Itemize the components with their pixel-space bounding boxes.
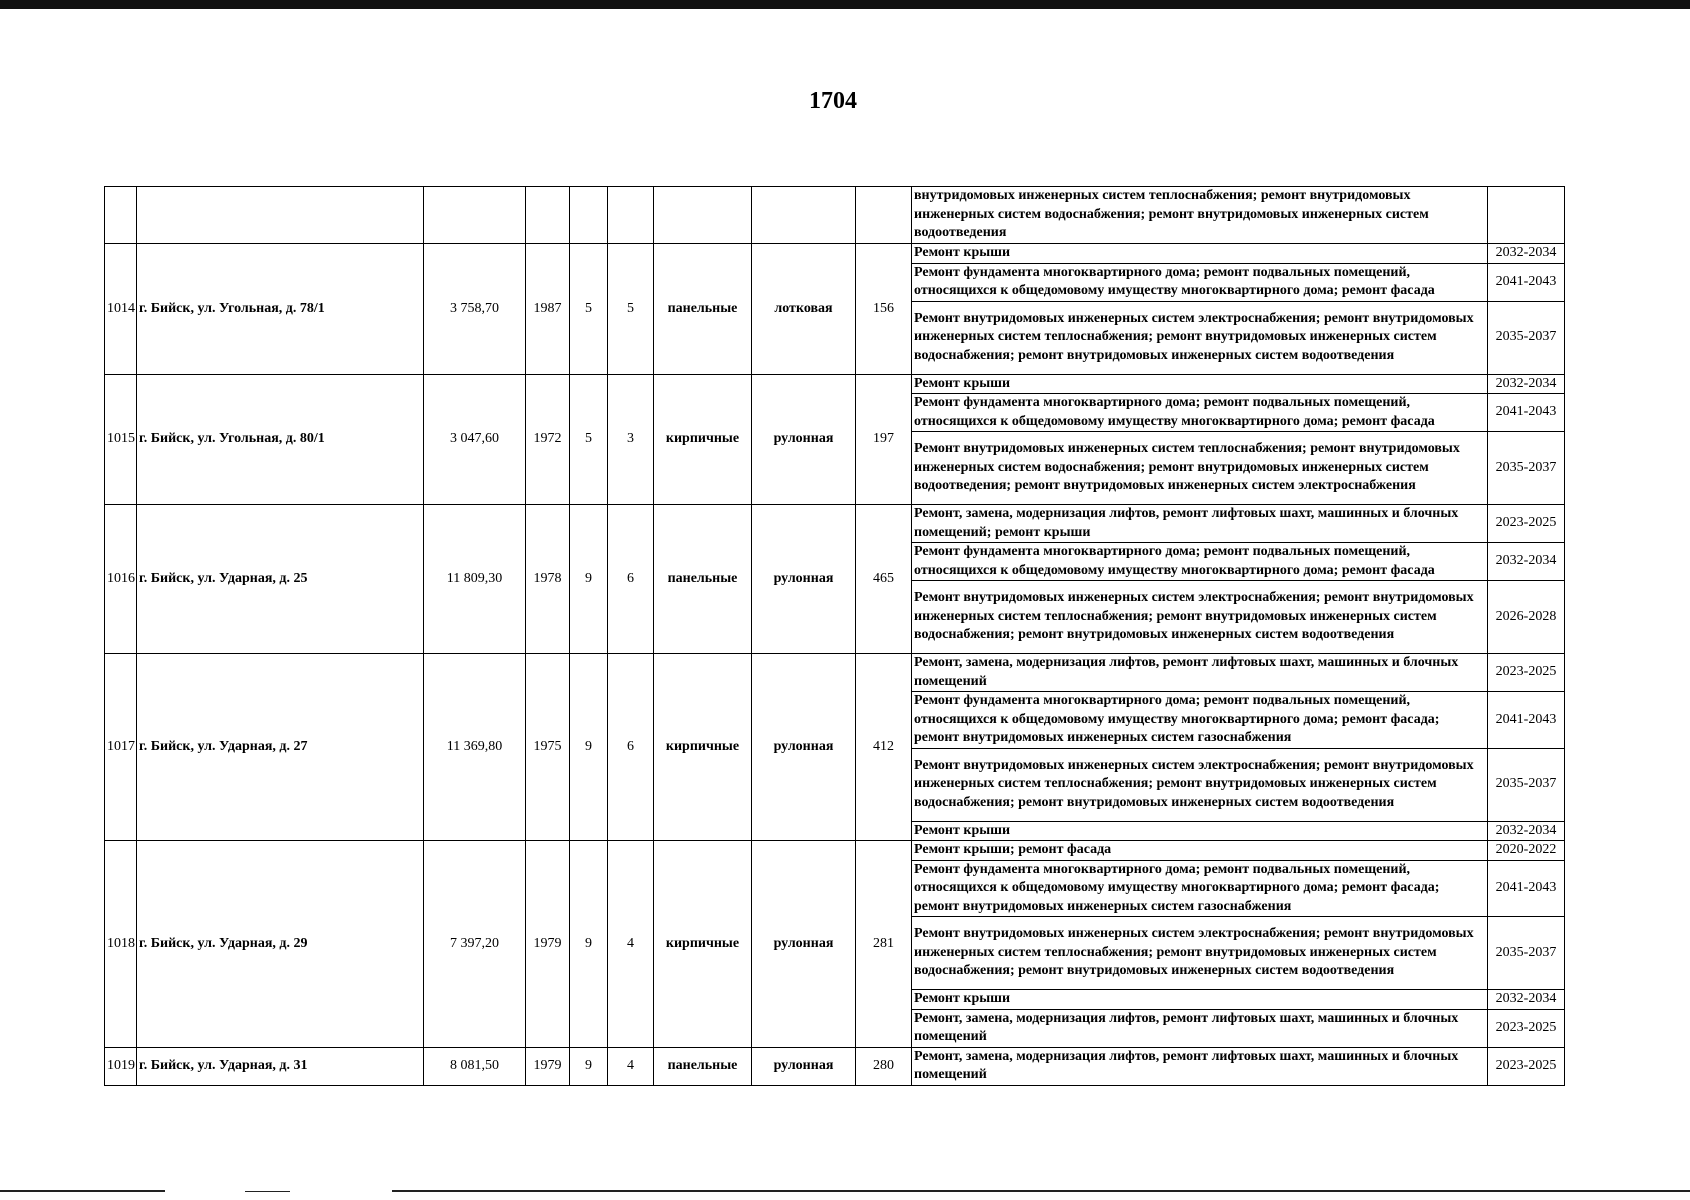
repair-period: 2032-2034	[1488, 244, 1565, 264]
repair-period: 2023-2025	[1488, 1047, 1565, 1085]
repair-work: Ремонт крыши	[912, 990, 1488, 1010]
repair-work: Ремонт, замена, модернизация лифтов, ремонт лифтовых шахт, машинных и блочных помещений	[912, 654, 1488, 692]
scan-bottom-line	[0, 1190, 165, 1192]
house-area: 3 047,60	[424, 374, 526, 505]
house-residents: 280	[856, 1047, 912, 1085]
house-address: г. Бийск, ул. Ударная, д. 25	[137, 505, 424, 654]
repair-period: 2026-2028	[1488, 581, 1565, 654]
house-entrances: 4	[608, 1047, 654, 1085]
repair-work: Ремонт крыши	[912, 374, 1488, 394]
house-entrances: 6	[608, 505, 654, 654]
house-address: г. Бийск, ул. Ударная, д. 29	[137, 841, 424, 1048]
repair-work: Ремонт фундамента многоквартирного дома; ремонт подвальных помещений, относящихся к общедомовому имуществу многоквартирного дома; ремонт фасада	[912, 543, 1488, 581]
house-number: 1016	[105, 505, 137, 654]
repair-period: 2041-2043	[1488, 692, 1565, 749]
repair-period: 2032-2034	[1488, 821, 1565, 841]
house-area: 7 397,20	[424, 841, 526, 1048]
house-area: 11 369,80	[424, 654, 526, 841]
house-entrances: 3	[608, 374, 654, 505]
house-floors: 5	[570, 244, 608, 375]
repair-period: 2023-2025	[1488, 505, 1565, 543]
repair-period: 2035-2037	[1488, 748, 1565, 821]
cell-num	[105, 187, 137, 244]
house-entrances: 5	[608, 244, 654, 375]
house-floors: 5	[570, 374, 608, 505]
house-wall-material: панельные	[654, 505, 752, 654]
house-address: г. Бийск, ул. Угольная, д. 80/1	[137, 374, 424, 505]
house-residents: 412	[856, 654, 912, 841]
cell-year	[526, 187, 570, 244]
cell-entrances	[608, 187, 654, 244]
cell-floors	[570, 187, 608, 244]
house-wall-material: панельные	[654, 1047, 752, 1085]
house-wall-material: кирпичные	[654, 841, 752, 1048]
house-address: г. Бийск, ул. Угольная, д. 78/1	[137, 244, 424, 375]
house-row	[105, 654, 1565, 692]
repair-period: 2032-2034	[1488, 543, 1565, 581]
repair-work: Ремонт, замена, модернизация лифтов, ремонт лифтовых шахт, машинных и блочных помещений	[912, 1009, 1488, 1047]
repair-work: Ремонт внутридомовых инженерных систем электроснабжения; ремонт внутридомовых инженерных систем теплоснабжения; ремонт внутридомовых инженерных систем водоснабжения; ремонт внутридомовых инженерных систем водоотведения	[912, 748, 1488, 821]
house-wall-material: панельные	[654, 244, 752, 375]
repair-period: 2032-2034	[1488, 990, 1565, 1010]
house-row	[105, 505, 1565, 543]
house-year: 1975	[526, 654, 570, 841]
house-year: 1978	[526, 505, 570, 654]
house-residents: 465	[856, 505, 912, 654]
scan-top-border	[0, 0, 1690, 9]
repair-work: Ремонт фундамента многоквартирного дома; ремонт подвальных помещений, относящихся к общедомовому имуществу многоквартирного дома; ремонт фасада	[912, 394, 1488, 432]
page-number: 1704	[809, 88, 857, 114]
house-roof-type: рулонная	[752, 374, 856, 505]
house-number: 1015	[105, 374, 137, 505]
repair-period: 2041-2043	[1488, 860, 1565, 917]
house-roof-type: лотковая	[752, 244, 856, 375]
house-floors: 9	[570, 505, 608, 654]
house-residents: 156	[856, 244, 912, 375]
house-row	[105, 841, 1565, 861]
house-number: 1017	[105, 654, 137, 841]
repair-period: 2035-2037	[1488, 301, 1565, 374]
cell-roof	[752, 187, 856, 244]
house-year: 1972	[526, 374, 570, 505]
repair-work: Ремонт внутридомовых инженерных систем электроснабжения; ремонт внутридомовых инженерных систем теплоснабжения; ремонт внутридомовых инженерных систем водоснабжения; ремонт внутридомовых инженерных систем водоотведения	[912, 581, 1488, 654]
repair-work: Ремонт фундамента многоквартирного дома; ремонт подвальных помещений, относящихся к общедомовому имуществу многоквартирного дома; ремонт фасада	[912, 263, 1488, 301]
cell-period	[1488, 187, 1565, 244]
house-number: 1018	[105, 841, 137, 1048]
repair-period: 2032-2034	[1488, 374, 1565, 394]
scan-bottom-line	[245, 1191, 290, 1192]
house-row	[105, 374, 1565, 394]
house-entrances: 6	[608, 654, 654, 841]
repair-work: Ремонт фундамента многоквартирного дома; ремонт подвальных помещений, относящихся к общедомовому имуществу многоквартирного дома; ремонт фасада; ремонт внутридомовых инженерных систем газоснабжения	[912, 860, 1488, 917]
house-residents: 197	[856, 374, 912, 505]
repair-period: 2023-2025	[1488, 1009, 1565, 1047]
repair-period: 2041-2043	[1488, 394, 1565, 432]
house-floors: 9	[570, 1047, 608, 1085]
repair-period: 2035-2037	[1488, 917, 1565, 990]
repair-work: Ремонт внутридомовых инженерных систем электроснабжения; ремонт внутридомовых инженерных систем теплоснабжения; ремонт внутридомовых инженерных систем водоснабжения; ремонт внутридомовых инженерных систем водоотведения	[912, 301, 1488, 374]
house-floors: 9	[570, 841, 608, 1048]
scan-bottom-line	[392, 1190, 1690, 1192]
cell-area	[424, 187, 526, 244]
house-wall-material: кирпичные	[654, 374, 752, 505]
repair-period: 2023-2025	[1488, 654, 1565, 692]
house-entrances: 4	[608, 841, 654, 1048]
continuation-row	[105, 187, 1565, 244]
house-number: 1014	[105, 244, 137, 375]
cell-address	[137, 187, 424, 244]
cell-residents	[856, 187, 912, 244]
houses-registry-table	[104, 186, 1565, 1086]
repair-work: Ремонт крыши	[912, 821, 1488, 841]
repair-work: Ремонт внутридомовых инженерных систем электроснабжения; ремонт внутридомовых инженерных систем теплоснабжения; ремонт внутридомовых инженерных систем водоснабжения; ремонт внутридомовых инженерных систем водоотведения	[912, 917, 1488, 990]
house-address: г. Бийск, ул. Ударная, д. 31	[137, 1047, 424, 1085]
house-year: 1979	[526, 841, 570, 1048]
house-area: 3 758,70	[424, 244, 526, 375]
house-area: 8 081,50	[424, 1047, 526, 1085]
house-roof-type: рулонная	[752, 1047, 856, 1085]
repair-work: Ремонт внутридомовых инженерных систем теплоснабжения; ремонт внутридомовых инженерных систем водоснабжения; ремонт внутридомовых инженерных систем водоотведения; ремонт внутридомовых инженерных систем электроснабжения	[912, 432, 1488, 505]
cell-work: внутридомовых инженерных систем теплоснабжения; ремонт внутридомовых инженерных систем водоснабжения; ремонт внутридомовых инженерных систем водоотведения	[912, 187, 1488, 244]
house-number: 1019	[105, 1047, 137, 1085]
repair-work: Ремонт фундамента многоквартирного дома; ремонт подвальных помещений, относящихся к общедомовому имуществу многоквартирного дома; ремонт фасада; ремонт внутридомовых инженерных систем газоснабжения	[912, 692, 1488, 749]
house-area: 11 809,30	[424, 505, 526, 654]
repair-period: 2035-2037	[1488, 432, 1565, 505]
house-roof-type: рулонная	[752, 654, 856, 841]
cell-wall	[654, 187, 752, 244]
house-year: 1987	[526, 244, 570, 375]
repair-period: 2020-2022	[1488, 841, 1565, 861]
house-wall-material: кирпичные	[654, 654, 752, 841]
house-row	[105, 244, 1565, 264]
repair-work: Ремонт, замена, модернизация лифтов, ремонт лифтовых шахт, машинных и блочных помещений; ремонт крыши	[912, 505, 1488, 543]
repair-work: Ремонт крыши; ремонт фасада	[912, 841, 1488, 861]
house-floors: 9	[570, 654, 608, 841]
house-residents: 281	[856, 841, 912, 1048]
house-roof-type: рулонная	[752, 841, 856, 1048]
house-address: г. Бийск, ул. Ударная, д. 27	[137, 654, 424, 841]
repair-work: Ремонт, замена, модернизация лифтов, ремонт лифтовых шахт, машинных и блочных помещений	[912, 1047, 1488, 1085]
house-year: 1979	[526, 1047, 570, 1085]
house-roof-type: рулонная	[752, 505, 856, 654]
repair-work: Ремонт крыши	[912, 244, 1488, 264]
house-row	[105, 1047, 1565, 1085]
repair-period: 2041-2043	[1488, 263, 1565, 301]
